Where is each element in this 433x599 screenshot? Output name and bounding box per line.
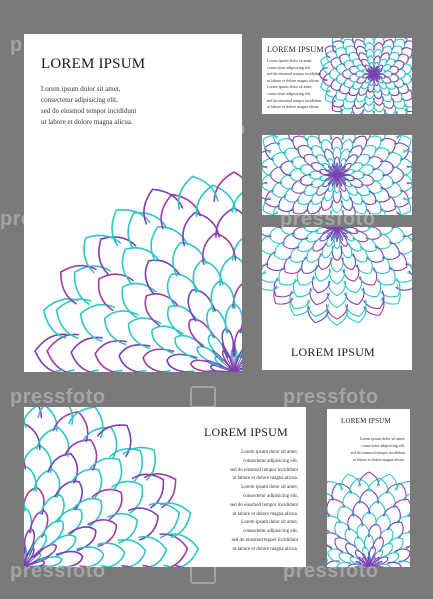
mandala-petal [350, 192, 363, 205]
mandala-petal [37, 428, 69, 457]
mandala-petal [81, 305, 115, 341]
mandala-petal [183, 213, 219, 246]
tall-card-title: LOREM IPSUM [291, 345, 375, 359]
text-line: consectetur adipisicing elit, [243, 529, 298, 535]
watermark: pressfoto [150, 118, 246, 140]
text-line: consectetur adipisicing elit, [361, 443, 405, 448]
small-card [262, 38, 412, 114]
watermark: pressfoto [10, 560, 106, 582]
text-line: Lorem ipsum dolor sit amet, [41, 85, 121, 93]
mandala-petal [377, 492, 396, 508]
mandala-petal [57, 552, 83, 567]
text-line: ut labore et dolore magna alicua. [267, 104, 320, 110]
mandala-petal [118, 540, 145, 567]
mandala-petal [145, 474, 176, 507]
mandala-petal [343, 265, 359, 281]
text-line: consectetur adipisicing elit, [243, 493, 298, 499]
mandala-petal [307, 247, 322, 262]
mandala-petal [374, 43, 384, 52]
mandala-petal [57, 299, 91, 338]
mandala-petal [321, 140, 332, 153]
mandala-petal [29, 511, 47, 537]
horizontal-card [262, 135, 412, 215]
mandala-petal [312, 146, 325, 159]
mandala-petal [352, 247, 367, 262]
text-line: Lorem ipsum dolor sit amet, [241, 450, 298, 455]
text-line: sed do eiusmod tempor incididunt [229, 502, 298, 508]
mandala-petal [61, 266, 96, 304]
mandala-petal [365, 43, 375, 52]
text-line: Lorem ipsum dolor sit amet, [241, 485, 298, 491]
mandala-petal [312, 192, 325, 205]
mandala-petal [98, 543, 125, 567]
mandala-petal [346, 300, 367, 316]
watermark: pressfoto [283, 560, 379, 582]
mandala-petal [327, 533, 340, 549]
wide-card-title: LOREM IPSUM [204, 425, 288, 439]
mandala-petal [290, 291, 310, 309]
mandala-petal [315, 265, 331, 281]
mandala-petal [54, 412, 88, 442]
mandala-petal [161, 195, 200, 229]
mandala-petal [77, 547, 104, 567]
text-line: ut labore et dolore magna alicua. [267, 77, 320, 83]
text-line: ut labore et dolore magna alicua. [232, 476, 298, 482]
text-line: sed do eiusmod tempor incididunt [229, 467, 298, 473]
mandala-petal [364, 535, 373, 549]
mandala-petal [270, 167, 282, 183]
text-line: consectetur adipisicing elit, [41, 96, 118, 104]
text-line: ut labore et dolore magna alicua. [352, 457, 405, 462]
mandala-petal [310, 288, 329, 304]
mandala-petal [388, 538, 403, 552]
mandala-petal [408, 511, 410, 529]
mandala-petal [226, 304, 242, 333]
wide-card [24, 407, 306, 567]
mandala-petal [325, 188, 335, 200]
mandala-petal [289, 169, 301, 182]
watermark-camera-icon [190, 386, 216, 408]
mandala-petal [374, 38, 385, 45]
mandala-petal [269, 227, 284, 244]
mandala-petal [149, 503, 179, 537]
watermark: pressfoto [10, 34, 106, 56]
mandala-petal [364, 103, 375, 112]
bookmark-body [331, 435, 405, 463]
mandala-petal [151, 227, 187, 261]
mandala-petal [374, 97, 384, 106]
mandala-petal [362, 512, 377, 526]
mandala-petal [129, 508, 158, 540]
mandala-petal [119, 345, 150, 372]
text-line: sed do eiusmod tempor incididunt [41, 107, 137, 115]
mandala-petal [262, 235, 276, 254]
mandala-petal [350, 163, 362, 173]
mandala-petal [407, 166, 412, 183]
small-card-title: LOREM IPSUM [267, 45, 324, 54]
mandala-petal [353, 230, 368, 241]
text-line: ut labore et dolore magna alicua. [41, 118, 133, 126]
mandala-petal [44, 299, 78, 338]
bookmark-card [327, 409, 410, 567]
text-line: ut labore et dolore magna alicua. [232, 546, 298, 552]
text-line: ut labore et dolore magna alicua. [232, 511, 298, 517]
mandala-petal [355, 537, 366, 551]
mandala-petal [364, 38, 375, 45]
mandala-petal [353, 501, 370, 516]
mandala-petal [335, 538, 350, 552]
mandala-petal [386, 212, 401, 215]
text-line: Lorem ipsum dolor sit amet, [241, 520, 298, 526]
mandala-petal [74, 499, 102, 527]
mandala-petal [143, 349, 173, 372]
mandala-petal [331, 79, 340, 91]
mandala-art [262, 135, 412, 215]
mandala-petal [272, 182, 286, 198]
mandala-petal [359, 472, 379, 486]
mandala-petal [350, 146, 363, 159]
mandala-petal [357, 524, 369, 539]
mandala-petal [375, 233, 391, 249]
bookmark-title: LOREM IPSUM [341, 417, 391, 425]
mandala-petal [368, 524, 380, 539]
mandala-petal [308, 300, 329, 316]
mandala-petal [368, 501, 385, 516]
mandala-petal [340, 149, 350, 161]
mandala-petal [373, 169, 385, 182]
mandala-petal [262, 166, 267, 183]
mandala-petal [389, 227, 404, 244]
mandala-petal [392, 167, 404, 183]
mandala-petal [311, 163, 323, 173]
mandala-petal [173, 243, 206, 276]
watermark: pressfoto [0, 208, 96, 230]
watermark: pressfoto [10, 386, 106, 408]
mandala-petal [339, 553, 353, 564]
text-line: Lorem ipsum dolor sit amet, [267, 58, 313, 63]
flyer-title: LOREM IPSUM [41, 56, 146, 72]
mandala-petal [35, 334, 66, 372]
mandala-petal [145, 294, 177, 326]
mandala-petal [365, 97, 375, 106]
text-line: consectetur adipisicing elit, [243, 458, 298, 464]
mandala-petal [343, 492, 362, 508]
mandala-petal [360, 489, 379, 503]
mandala-petal [322, 243, 333, 258]
mandala-petal [171, 534, 198, 567]
watermark: pressfoto [280, 208, 376, 230]
flyer-card [24, 34, 242, 372]
mandala-petal [193, 261, 222, 293]
mandala-petal [65, 440, 97, 470]
mandala-petal [220, 256, 242, 285]
mandala-petal [369, 566, 383, 567]
mandala-petal [272, 152, 286, 168]
mandala-petal [272, 135, 287, 138]
mandala-petal [388, 182, 402, 198]
mandala-petal [139, 537, 166, 567]
text-line: sed do eiusmod tempor incididunt [267, 71, 322, 77]
text-line: sed do eiusmod tepper incididunt [231, 537, 298, 543]
mandala-petal [211, 281, 235, 311]
mandala-petal [161, 503, 191, 537]
mandala-petal [160, 534, 187, 567]
mandala-petal [207, 308, 228, 338]
mandala-art [327, 409, 410, 567]
mandala-petal [34, 470, 60, 498]
text-line: Lorem ipsum dolor sit amet, [359, 436, 405, 441]
mandala-petal [71, 337, 102, 372]
mandala-petal [409, 529, 410, 546]
mandala-petal [308, 306, 329, 322]
mandala-petal [398, 235, 412, 254]
mandala-petal [312, 277, 330, 293]
flyer-body [41, 84, 136, 128]
mandala-petal [283, 233, 299, 249]
mandala-petal [145, 260, 179, 294]
text-line: sed do eiusmod tempor incididunt [267, 97, 322, 103]
wide-card-body [208, 449, 298, 555]
mandala-petal [47, 334, 78, 372]
mandala-petal [56, 509, 82, 535]
text-line: sed do eiusmod tempor incididunt [350, 450, 405, 455]
small-card-body [267, 58, 321, 111]
mandala-petal [105, 311, 138, 344]
mandala-petal [345, 306, 366, 322]
mandala-petal [364, 291, 384, 309]
mandala-petal [122, 283, 156, 317]
mandala-petal [329, 68, 337, 80]
mandala-petal [95, 341, 126, 372]
text-line: consectetur adipisicing elit, [267, 64, 311, 70]
mandala-petal [108, 514, 137, 543]
mandala-petal [388, 152, 402, 168]
mandala-petal [372, 537, 383, 551]
mandala-petal [168, 306, 198, 336]
watermark: pressfoto [283, 386, 379, 408]
tall-card [262, 227, 412, 370]
mandala-petal [216, 208, 242, 237]
mandala-petal [344, 277, 362, 293]
mandala-petal [350, 178, 362, 188]
text-line: Lorem ipsum dolor sit amet, [267, 84, 313, 90]
text-line: consectetur adipisicing elit, [267, 90, 311, 96]
mandala-petal [48, 454, 77, 483]
mandala-petal [374, 103, 385, 112]
mandala-petal [327, 516, 341, 533]
mandala-petal [203, 233, 236, 264]
mandala-petal [331, 58, 340, 70]
mandala-petal [341, 197, 352, 210]
mandala-petal [345, 288, 364, 304]
